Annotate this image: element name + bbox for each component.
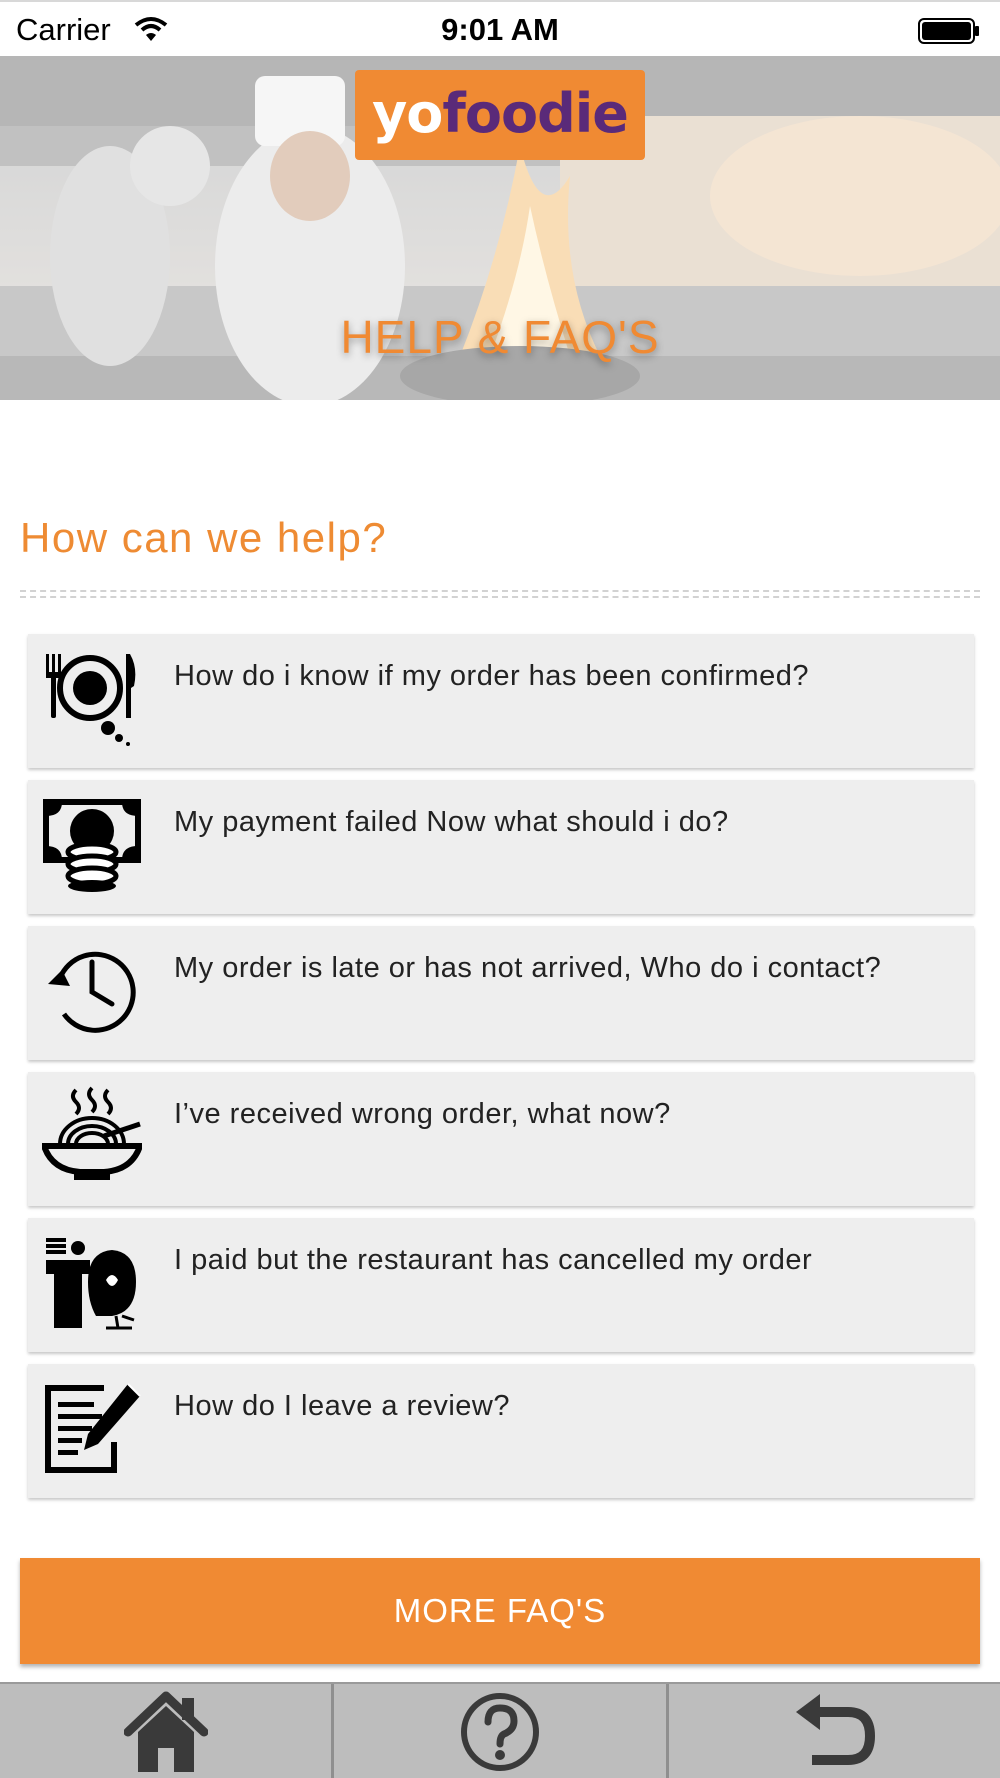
help-icon [458,1690,542,1774]
faq-item-wrong-order[interactable] [28,1072,974,1206]
yofoodie-logo [355,70,645,160]
faq-item-payment-failed[interactable] [28,780,974,914]
faq-item-order-late[interactable] [28,926,974,1060]
tab-home[interactable] [0,1684,331,1778]
review-pencil-icon [42,1378,142,1478]
faq-list [28,634,974,1510]
faq-item-cancelled[interactable] [28,1218,974,1352]
carrier-label: Carrier [16,12,111,47]
faq-item-order-confirmed[interactable] [28,634,974,768]
more-faqs-button[interactable]: MORE FAQ'S [20,1558,980,1664]
tab-back[interactable] [666,1684,1000,1778]
faq-item-label: How do I leave a review? [174,1390,510,1422]
noodle-bowl-icon [42,1086,142,1186]
logo-yo-text: yo [372,82,443,145]
faq-item-leave-review[interactable] [28,1364,974,1498]
clock-history-icon [42,940,142,1040]
faq-item-label: My order is late or has not arrived, Who do i contact? [174,952,882,984]
battery-icon [918,18,980,44]
faq-item-label: How do i know if my order has been confirmed? [174,660,810,692]
divider [20,590,980,600]
status-bar [0,0,1000,56]
page-title: HELP & FAQ'S [340,311,660,363]
cancelled-order-icon [42,1232,142,1332]
plate-icon [42,648,142,748]
faq-item-label: I paid but the restaurant has cancelled my order [174,1244,813,1276]
money-icon [42,794,142,894]
hero-banner [0,56,1000,400]
tab-help[interactable] [331,1684,665,1778]
faq-item-label: I’ve received wrong order, what now? [174,1098,671,1130]
clock-label: 9:01 AM [441,12,559,47]
logo-foodie-text: foodie [442,82,628,145]
bottom-tab-bar [0,1682,1000,1778]
section-heading: How can we help? [20,514,388,561]
faq-item-label: My payment failed Now what should i do? [174,806,729,838]
home-icon [124,1690,208,1774]
back-icon [792,1690,876,1774]
